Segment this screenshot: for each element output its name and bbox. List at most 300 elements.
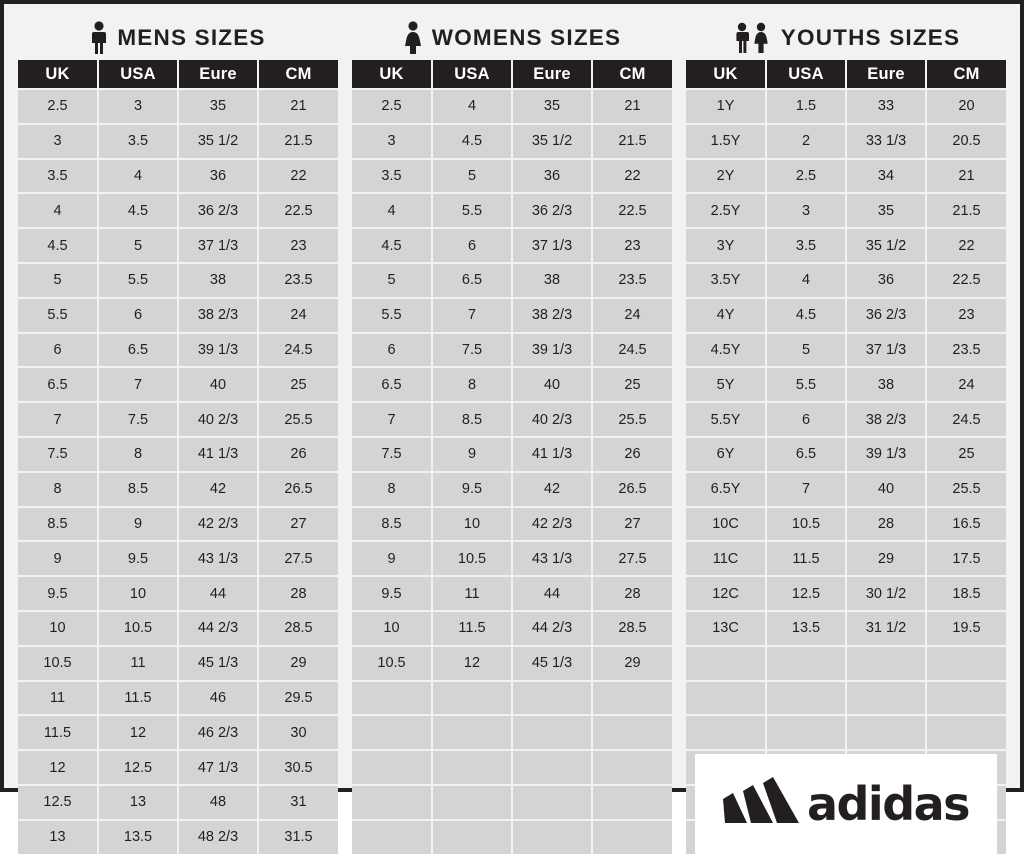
table-header-row	[686, 60, 1006, 89]
table-cell: 38 2/3	[512, 298, 592, 333]
table-cell: 35 1/2	[178, 124, 258, 159]
table-cell: 10	[98, 576, 178, 611]
table-cell: 5	[766, 333, 846, 368]
table-cell	[352, 820, 432, 854]
table-cell: 6.5	[352, 367, 432, 402]
table-cell: 6.5	[98, 333, 178, 368]
table-cell: 22	[258, 159, 338, 194]
table-cell: 10.5	[432, 541, 512, 576]
table-row	[18, 159, 338, 194]
table-cell: 5.5	[766, 367, 846, 402]
table-cell: 28.5	[592, 611, 672, 646]
table-cell: 26	[258, 437, 338, 472]
table-cell: 27.5	[258, 541, 338, 576]
table-cell: 13C	[686, 611, 766, 646]
table-row	[18, 89, 338, 124]
table-cell: 5.5	[18, 298, 98, 333]
table-cell: 8	[98, 437, 178, 472]
table-cell: 1.5Y	[686, 124, 766, 159]
table-cell: 5.5Y	[686, 402, 766, 437]
table-cell: 11.5	[766, 541, 846, 576]
adidas-stripes-icon	[723, 777, 801, 830]
table-row	[352, 159, 672, 194]
table-cell: 11.5	[98, 681, 178, 716]
table-cell: 28	[258, 576, 338, 611]
table-cell: 6	[766, 402, 846, 437]
table-cell: 6	[98, 298, 178, 333]
table-cell: 40	[846, 472, 926, 507]
table-cell: 36 2/3	[846, 298, 926, 333]
table-cell: 38	[178, 263, 258, 298]
table-row	[686, 541, 1006, 576]
table-cell: 22.5	[926, 263, 1006, 298]
table-row	[352, 263, 672, 298]
table-cell	[512, 820, 592, 854]
column-header: UK	[18, 60, 98, 89]
table-cell: 2	[766, 124, 846, 159]
table-row	[18, 820, 338, 854]
column-header: USA	[432, 60, 512, 89]
table-row	[352, 193, 672, 228]
table-cell: 9	[18, 541, 98, 576]
table-cell: 4.5	[18, 228, 98, 263]
table-row	[352, 298, 672, 333]
size-table-column-1	[352, 16, 672, 854]
column-header: USA	[766, 60, 846, 89]
two-children-icon	[732, 22, 772, 54]
table-row	[18, 715, 338, 750]
table-cell: 37 1/3	[846, 333, 926, 368]
table-cell: 30.5	[258, 750, 338, 785]
table-row	[18, 333, 338, 368]
table-cell: 12	[432, 646, 512, 681]
table-cell: 10.5	[352, 646, 432, 681]
table-cell: 4.5	[98, 193, 178, 228]
table-cell: 23	[926, 298, 1006, 333]
table-cell: 40	[512, 367, 592, 402]
table-cell: 39 1/3	[512, 333, 592, 368]
table-cell: 40	[178, 367, 258, 402]
table-cell: 5	[432, 159, 512, 194]
table-cell: 4Y	[686, 298, 766, 333]
table-row	[686, 263, 1006, 298]
table-cell: 43 1/3	[178, 541, 258, 576]
table-cell: 21.5	[926, 193, 1006, 228]
table-cell: 7	[18, 402, 98, 437]
column-header: CM	[926, 60, 1006, 89]
table-cell: 23	[258, 228, 338, 263]
table-row	[352, 472, 672, 507]
table-cell	[432, 750, 512, 785]
table-cell: 1.5	[766, 89, 846, 124]
table-cell: 44	[178, 576, 258, 611]
table-row	[18, 472, 338, 507]
table-cell	[766, 681, 846, 716]
table-cell: 5	[18, 263, 98, 298]
logo-inner	[723, 777, 969, 831]
table-row	[18, 646, 338, 681]
table-cell: 5.5	[98, 263, 178, 298]
table-cell: 11.5	[432, 611, 512, 646]
table-cell: 43 1/3	[512, 541, 592, 576]
table-cell: 24.5	[258, 333, 338, 368]
table-cell: 35	[178, 89, 258, 124]
table-cell: 6	[432, 228, 512, 263]
table-cell: 3.5	[766, 228, 846, 263]
table-cell: 21.5	[592, 124, 672, 159]
table-cell: 36 2/3	[512, 193, 592, 228]
table-cell: 12	[98, 715, 178, 750]
table-cell: 38 2/3	[178, 298, 258, 333]
brand-wordmark: adidas	[806, 776, 970, 831]
table-cell: 35	[512, 89, 592, 124]
table-cell: 2Y	[686, 159, 766, 194]
table-cell: 7	[766, 472, 846, 507]
table-cell: 44	[512, 576, 592, 611]
table-cell: 18.5	[926, 576, 1006, 611]
table-cell: 13.5	[766, 611, 846, 646]
man-figure-icon	[90, 21, 108, 55]
table-cell: 3Y	[686, 228, 766, 263]
column-heading	[352, 16, 672, 60]
table-row	[686, 681, 1006, 716]
table-cell: 8.5	[432, 402, 512, 437]
column-header: USA	[98, 60, 178, 89]
table-cell: 27.5	[592, 541, 672, 576]
table-cell	[592, 785, 672, 820]
size-table	[686, 60, 1006, 854]
table-cell: 8.5	[352, 507, 432, 542]
table-row	[18, 541, 338, 576]
table-cell: 3	[766, 193, 846, 228]
table-header-row	[18, 60, 338, 89]
table-cell: 10.5	[98, 611, 178, 646]
table-cell: 37 1/3	[512, 228, 592, 263]
table-cell: 7.5	[18, 437, 98, 472]
table-cell: 12.5	[18, 785, 98, 820]
table-row	[352, 507, 672, 542]
table-row	[352, 541, 672, 576]
table-cell: 23.5	[258, 263, 338, 298]
table-cell: 28.5	[258, 611, 338, 646]
table-cell: 21	[592, 89, 672, 124]
table-cell	[352, 750, 432, 785]
table-cell: 42 2/3	[512, 507, 592, 542]
table-cell	[686, 681, 766, 716]
table-cell: 4.5Y	[686, 333, 766, 368]
table-row	[18, 681, 338, 716]
table-cell: 30 1/2	[846, 576, 926, 611]
table-row	[686, 228, 1006, 263]
two-children-icon	[732, 22, 772, 54]
table-cell	[432, 785, 512, 820]
table-cell: 9	[98, 507, 178, 542]
table-cell: 3.5	[98, 124, 178, 159]
table-cell: 9.5	[432, 472, 512, 507]
table-cell: 11	[98, 646, 178, 681]
table-cell: 27	[258, 507, 338, 542]
table-cell: 2.5	[766, 159, 846, 194]
table-cell: 5Y	[686, 367, 766, 402]
table-row	[686, 437, 1006, 472]
table-cell: 31.5	[258, 820, 338, 854]
column-header: Eure	[512, 60, 592, 89]
table-cell: 8	[432, 367, 512, 402]
table-row	[352, 646, 672, 681]
table-cell	[592, 715, 672, 750]
table-cell: 8.5	[18, 507, 98, 542]
column-heading	[18, 16, 338, 60]
table-cell: 42 2/3	[178, 507, 258, 542]
column-title: WOMENS SIZES	[431, 25, 622, 50]
table-cell: 13	[18, 820, 98, 854]
table-cell: 40 2/3	[512, 402, 592, 437]
table-row	[352, 681, 672, 716]
table-row	[18, 750, 338, 785]
table-row	[352, 750, 672, 785]
table-row	[18, 576, 338, 611]
table-cell: 25	[926, 437, 1006, 472]
table-cell: 10C	[686, 507, 766, 542]
table-cell: 8.5	[98, 472, 178, 507]
table-cell: 25	[258, 367, 338, 402]
table-cell: 30	[258, 715, 338, 750]
table-cell: 38	[512, 263, 592, 298]
table-cell	[352, 681, 432, 716]
table-cell: 26	[592, 437, 672, 472]
table-row	[18, 367, 338, 402]
table-cell: 23	[592, 228, 672, 263]
table-cell: 46	[178, 681, 258, 716]
table-cell	[846, 715, 926, 750]
size-table	[352, 60, 672, 854]
table-cell: 6.5Y	[686, 472, 766, 507]
table-row	[352, 124, 672, 159]
table-row	[18, 263, 338, 298]
table-cell: 2.5Y	[686, 193, 766, 228]
table-cell: 6.5	[766, 437, 846, 472]
table-cell: 21.5	[258, 124, 338, 159]
table-cell	[592, 750, 672, 785]
adidas-stripes-icon	[723, 777, 801, 825]
table-cell: 38	[846, 367, 926, 402]
woman-figure-icon	[403, 21, 423, 55]
size-chart-columns	[18, 16, 1006, 846]
table-cell: 19.5	[926, 611, 1006, 646]
table-row	[686, 89, 1006, 124]
column-header: UK	[686, 60, 766, 89]
table-cell: 22	[592, 159, 672, 194]
table-cell: 24	[926, 367, 1006, 402]
table-cell: 36	[846, 263, 926, 298]
table-cell: 42	[178, 472, 258, 507]
table-header-row	[352, 60, 672, 89]
column-header: UK	[352, 60, 432, 89]
table-cell	[926, 646, 1006, 681]
table-row	[686, 611, 1006, 646]
table-cell: 38 2/3	[846, 402, 926, 437]
table-cell: 8	[352, 472, 432, 507]
table-row	[686, 472, 1006, 507]
table-cell: 12.5	[98, 750, 178, 785]
table-cell: 7.5	[432, 333, 512, 368]
table-cell: 7.5	[98, 402, 178, 437]
table-cell: 10	[18, 611, 98, 646]
table-cell: 6.5	[432, 263, 512, 298]
table-cell: 44 2/3	[512, 611, 592, 646]
table-cell: 36	[178, 159, 258, 194]
table-cell: 2.5	[18, 89, 98, 124]
table-cell: 16.5	[926, 507, 1006, 542]
table-cell: 36 2/3	[178, 193, 258, 228]
table-cell: 35 1/2	[846, 228, 926, 263]
table-cell: 17.5	[926, 541, 1006, 576]
table-cell: 5	[98, 228, 178, 263]
table-cell: 10.5	[766, 507, 846, 542]
table-cell: 31 1/2	[846, 611, 926, 646]
table-cell: 44 2/3	[178, 611, 258, 646]
table-cell	[846, 681, 926, 716]
table-row	[352, 820, 672, 854]
column-title: YOUTHS SIZES	[780, 25, 961, 50]
table-cell: 4.5	[352, 228, 432, 263]
table-cell: 40 2/3	[178, 402, 258, 437]
table-cell	[686, 646, 766, 681]
table-cell: 48 2/3	[178, 820, 258, 854]
table-cell: 23.5	[592, 263, 672, 298]
table-row	[686, 507, 1006, 542]
table-cell	[512, 681, 592, 716]
table-row	[18, 298, 338, 333]
table-row	[18, 228, 338, 263]
table-cell: 2.5	[352, 89, 432, 124]
table-cell	[512, 785, 592, 820]
table-cell	[352, 785, 432, 820]
table-row	[352, 367, 672, 402]
table-cell: 4	[98, 159, 178, 194]
man-figure-icon	[90, 21, 108, 55]
table-row	[18, 402, 338, 437]
table-cell: 4	[352, 193, 432, 228]
table-cell: 22.5	[592, 193, 672, 228]
table-cell: 31	[258, 785, 338, 820]
table-cell: 9.5	[98, 541, 178, 576]
table-cell: 28	[592, 576, 672, 611]
column-header: Eure	[178, 60, 258, 89]
table-cell: 29	[846, 541, 926, 576]
table-cell: 1Y	[686, 89, 766, 124]
table-cell: 36	[512, 159, 592, 194]
table-row	[686, 159, 1006, 194]
table-cell: 6.5	[18, 367, 98, 402]
table-cell: 26.5	[258, 472, 338, 507]
table-cell: 12.5	[766, 576, 846, 611]
table-cell	[512, 715, 592, 750]
table-cell: 6	[352, 333, 432, 368]
table-cell: 4.5	[432, 124, 512, 159]
table-cell: 4	[432, 89, 512, 124]
table-cell: 6	[18, 333, 98, 368]
table-cell: 7	[98, 367, 178, 402]
table-cell: 12	[18, 750, 98, 785]
table-row	[18, 437, 338, 472]
table-cell: 45 1/3	[512, 646, 592, 681]
table-cell	[846, 646, 926, 681]
table-cell: 24.5	[926, 402, 1006, 437]
table-cell: 33 1/3	[846, 124, 926, 159]
column-header: Eure	[846, 60, 926, 89]
table-cell: 22.5	[258, 193, 338, 228]
column-header: CM	[592, 60, 672, 89]
table-cell: 9	[432, 437, 512, 472]
table-row	[18, 193, 338, 228]
table-cell: 9	[352, 541, 432, 576]
table-cell	[432, 820, 512, 854]
column-header: CM	[258, 60, 338, 89]
table-cell: 13.5	[98, 820, 178, 854]
table-row	[352, 333, 672, 368]
table-cell: 25.5	[926, 472, 1006, 507]
table-row	[352, 715, 672, 750]
table-row	[686, 333, 1006, 368]
table-cell: 7	[352, 402, 432, 437]
table-cell: 10	[352, 611, 432, 646]
table-row	[18, 611, 338, 646]
table-cell: 6Y	[686, 437, 766, 472]
table-cell: 3.5	[352, 159, 432, 194]
table-cell	[592, 820, 672, 854]
table-cell: 21	[258, 89, 338, 124]
table-cell	[926, 715, 1006, 750]
table-cell: 29	[258, 646, 338, 681]
table-cell: 35	[846, 193, 926, 228]
table-cell: 5.5	[352, 298, 432, 333]
table-cell: 11.5	[18, 715, 98, 750]
table-cell: 13	[98, 785, 178, 820]
table-row	[686, 124, 1006, 159]
table-cell: 12C	[686, 576, 766, 611]
size-table	[18, 60, 338, 854]
table-cell: 25	[592, 367, 672, 402]
table-row	[686, 402, 1006, 437]
column-title: MENS SIZES	[117, 25, 266, 50]
table-cell: 27	[592, 507, 672, 542]
table-row	[352, 611, 672, 646]
table-cell: 39 1/3	[846, 437, 926, 472]
table-cell: 29.5	[258, 681, 338, 716]
table-cell: 35 1/2	[512, 124, 592, 159]
table-row	[686, 298, 1006, 333]
table-cell: 4.5	[766, 298, 846, 333]
table-cell	[686, 715, 766, 750]
table-row	[18, 785, 338, 820]
table-row	[352, 402, 672, 437]
table-cell: 41 1/3	[512, 437, 592, 472]
table-row	[686, 576, 1006, 611]
table-row	[686, 646, 1006, 681]
table-cell: 33	[846, 89, 926, 124]
table-cell: 3	[352, 124, 432, 159]
table-cell: 24	[258, 298, 338, 333]
table-cell: 20.5	[926, 124, 1006, 159]
table-cell: 10	[432, 507, 512, 542]
table-cell: 41 1/3	[178, 437, 258, 472]
table-cell: 39 1/3	[178, 333, 258, 368]
table-cell: 28	[846, 507, 926, 542]
table-cell: 11	[18, 681, 98, 716]
table-cell: 8	[18, 472, 98, 507]
table-cell: 3.5	[18, 159, 98, 194]
